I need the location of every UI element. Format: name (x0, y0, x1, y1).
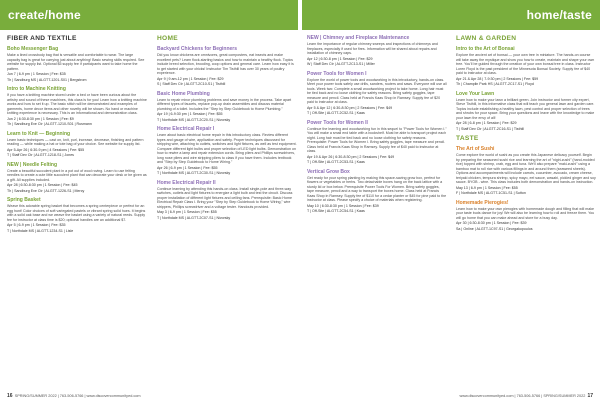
column-3 (307, 35, 447, 218)
class-schedule: Apr 12 | 6:30-8 pm | 1 Session | Fee: $29 (307, 56, 373, 61)
class-listing (157, 91, 297, 123)
class-title: Basic Home Plumbing (157, 90, 210, 97)
class-schedule: Sa | Online | ALGTT-1C97-S1 | Georgakopoulos (456, 226, 533, 231)
class-schedule: Apr 5 & Apr 12 | 6:30-8:30 pm | 2 Sessions | Fee: $49 (307, 105, 393, 110)
class-schedule: Apr 5 | 6-9 pm | 1 Session | Fee: $35 (7, 223, 66, 227)
banner-title-left: create/home (8, 8, 81, 22)
class-description: If you have a knitting machine stored under a bed or have been curious about the artistry and sound of these machines, this class is for you! Learn how a knitting machine works and how to set it up. The basic stitch will be demonstrated and examples of garments, home decor items and other novelty will be shown. No hand or machine knitting experience is necessary. This is an informational and demonstration class. (7, 93, 147, 115)
section-heading: HOME (157, 35, 178, 42)
class-description: Did you know chickens are omnivores, great composters, eat insects and make excellent pets? Learn flock-starting basics and how to maintain a healthy flock. Topics include breed selection, brooding, coop options and general care. Learn how easy it is to get started with your chicks! Instructor Tim Tisthill has over 30 years of poultry experience. (157, 53, 294, 75)
class-title: The Art of Sushi (456, 146, 495, 152)
class-listing (7, 86, 147, 127)
column-2 (157, 35, 297, 224)
class-description: Explore the world of power tools and woodworking in this introductory, hands-on class. Meet your power tools safely use drills, sanders, routers and saws. Everyone will use all tools. Week two: Complete a small woodworking project to take home. Long hair must be tied back and no loose clothing for safety reasons. Bring safety goggles, tape measure and pencil. Class held at Francis Kaas Shop in Ramsey. Supply fee of $20 paid to instructor at class. (307, 77, 447, 104)
class-listing (456, 46, 596, 87)
class-description: Create a beautiful succulent plant in a pot out of wool roving. Learn to use felting needles to create a cute little succulent plant that can decorate your desk or be given as a gift. All supplies included. (7, 168, 147, 182)
footer-left (7, 393, 141, 399)
class-title: Boho Messenger Bag (7, 46, 59, 52)
page-number-right: 17 (587, 393, 593, 399)
class-schedule: Apr 9 | 9 am-12 pm | 1 Session | Fee: $29 (157, 76, 224, 81)
class-title: Home Electrical Repair II (157, 179, 216, 186)
class-title: NEW | Needle Felting (7, 161, 58, 168)
class-schedule: Th | Champlin Park HS | ALGTT-2C17-S1 | Floyd (456, 82, 534, 86)
class-schedule: Th | Sandburg Eve Ctr | ALGTT-1226-S1 | Mercy (7, 188, 85, 193)
class-schedule: T | Northdale MS | ALGTT-2C20-S1 | Nivorsky (157, 117, 231, 122)
class-schedule: May 10 | 6:30-8:30 pm | 1 Session | Fee: $39 (307, 203, 379, 208)
footer-right (459, 393, 593, 399)
class-description: Make a lined crossbody bag that is versatile and comfortable to wear. The large capacity bag is great for carrying just about anything! Basic sewing skills required. See website for supply list. Optional $5 supply fee if participants want to take home the pattern. (7, 53, 145, 71)
class-schedule: May 3 | 6-9 pm | 1 Session | Fee: $55 (157, 210, 217, 214)
class-description: Continue learning by attending this hands-on class. Install single-pole and three-way switches, outlets and light fixtures to energize a light bulb and test the circuit. Discuss proper installation of different light fixtures and ceiling fans. Prerequisite: Basic Home Electrical Repair Class I. Bring your "Step by Step Guidebook to Home Wiring," wire strippers, Phillips screwdriver and a voltage tester. Handouts provided. (157, 186, 293, 209)
class-schedule: F | Northdale MS | ALGTT-1C51-S1 | Sutton (456, 191, 526, 195)
class-title: Spring Basket (7, 197, 41, 203)
class-schedule: Th | Sandburg MS | ALGTT-1201-S01 | Bergstrom (7, 77, 87, 82)
footer-text-right: www.discovercommunityed.com | 763-506-5766 | SPRING/SUMMER 2022 (459, 394, 586, 398)
class-description: Learn about basic electrical home repair in this introductory class. Review different types and gauge of wire, application and safety. Proper techniques discussed for stripping wire, attaching to outlets, switches and light fixtures, as well as test equipment. Compare different light bulbs and proper selection of LED light bulbs. Demonstration on how to rewire a lamp and repair extension cords. Bring pliers and Phillips screwdrivers, long nose pliers and wire stripping pliers to class if you have them. Includes textbook and "Step by Step Guidebook to Home Wiring." (157, 133, 297, 164)
class-schedule: May 13 | 6-9 pm | 1 Session | Fee: $55 (456, 185, 518, 190)
class-listing (456, 91, 596, 132)
class-schedule: Apr 28 | 6:30-8:30 pm | 1 Session | Fee: $45 (7, 183, 78, 187)
class-schedule: T | Northdale MS | ALGTT-2C30-S1 | Nivorsky (157, 171, 231, 175)
class-schedule: Apr 30 | 6:30-8:30 pm | 1 Session | Fee: $39 (456, 221, 527, 225)
class-title: Power Tools for Women I (307, 70, 367, 77)
class-description: Learn how to make your own pierogies with homemade dough and filling that will make your taste buds dance for joy! We will also be learning how to roll and freeze them. You will go home that you can make ahead and store for a busy day. (456, 206, 595, 220)
class-title: Love Your Lawn (456, 90, 495, 97)
class-listing (456, 146, 596, 196)
class-title: Power Tools for Women II (307, 119, 368, 126)
class-description: Come explore the world of sushi as you create this Japanese delicacy yourself. Begin by preparing the seasoned sushi rice and learning the art of "nigiri-zushi" (hand-molded rice) topped with shrimp, crab, egg and tuna. We'll also prepare "maki-zushi" using a bamboo mat to roll rice with various fillings in and around them (seaweed sheets). Options and accompaniments will include carrots, cucumber, avocado, cream cheese, teriyaki chicken, tempura shrimp, spicy mayo, eel sauce, wasabi, pickled ginger and soy sauce. BYOB - wine. This class includes both demonstration and hands-on instruction. (456, 153, 596, 184)
class-schedule: Th | Sandburg Eve Ctr | ALGTT-1210-S01 | Rusmann (7, 122, 92, 126)
class-title: Intro to the Art of Bonsai (456, 46, 515, 52)
class-listing (7, 46, 147, 82)
class-schedule: Jun 7 | 6-9 pm | 1 Session | Fee: $35 (7, 72, 66, 76)
class-title: Learn to Knit — Beginning (7, 130, 71, 137)
section-heading: LAWN & GARDEN (456, 35, 517, 42)
banner-title-right: home/taste (526, 8, 592, 22)
class-schedule: Apr 21 & Apr 28 | 7-9:30 pm | 2 Sessions | Fee: $59 (456, 76, 539, 81)
section-banner-left (0, 0, 298, 30)
class-schedule: T | Northdale MS | ALGTT-2C07-S1 | Nivorsky (157, 215, 231, 220)
class-listing (7, 162, 147, 194)
class-description: Learn to repair minor plumbing problems and save money in the process. Take apart different types of faucets, replace pop-up drain assemblies and discuss material plumbing of a toilet. Includes the "Step by Step Guidebook to Home Plumbing." (157, 97, 292, 111)
class-schedule: Apr 28 | 6-8 pm | 1 Session | Fee: $29 (456, 121, 517, 125)
class-title: Intro to Machine Knitting (7, 86, 66, 92)
class-listing (307, 169, 447, 214)
class-schedule: Jun 2 | 6:30-8:30 pm | 1 Session | Fee: $9 (7, 116, 74, 121)
class-schedule: T | Off-Site | ALGTT-2C54-S1 | Kaas (307, 209, 365, 213)
class-title: Home Electrical Repair I (157, 126, 215, 132)
class-listing (157, 46, 297, 87)
section-banner-right (302, 0, 600, 30)
class-title: NEW | Chimney and Fireplace Maintenance (307, 35, 410, 41)
class-schedule: T | Staff Dev Ctr | ALGTT-2C16-S1 | Tisthill (456, 126, 524, 131)
class-title: Homemade Pierogies! (456, 199, 509, 206)
class-schedule: T | Off-Site | ALGTT-2C52-S1 | Kaas (307, 111, 365, 115)
class-description: Learn the importance of regular chimney sweeps and inspections of chimneys and fireplaces, especially if used for fires. Information will be shared about repairs and installation of chimney caps. (307, 42, 438, 55)
class-listing (307, 120, 447, 165)
class-description: Weave this adorable spring basket that becomes a spring centerpiece or perfect for an egg hunt! Color choices of soft variegated pastels or vibrant spring solid hues. It begins with a solid oak base and we weave the basket using a variety of natural reeds. Supply fee for instructor at class time is $20; optional handles are an additional $7. (7, 204, 146, 222)
class-listing (7, 131, 147, 158)
class-listing (157, 126, 297, 176)
class-description: Explore the ancient art of bonsai — your own tree in miniature. The hands-on course will take away the mystique and show you how to create, maintain and shape your own tree. You'll be guided through the creation of your own bonsai tree in class. Instructor Loren Floyd is the past president of the Minnesota Bonsai Society. Supply fee of $40 paid to instructor at class. (456, 53, 595, 75)
footer-text-left: SPRING/SUMMER 2022 | 763-506-5766 | www.discovercommunityed.com (14, 394, 141, 398)
class-schedule: Apr 19 | 6-9:30 pm | 1 Session | Fee: $55 (157, 112, 223, 116)
column-4 (456, 35, 596, 235)
class-schedule: W | Staff Dev Ctr | ALGTT-2C13-S1 | Miller (307, 62, 375, 66)
page-number-left: 16 (7, 393, 13, 399)
class-schedule: T | Off-Site | ALGTT-2C53-S1 | Kaas (307, 160, 365, 164)
column-1 (7, 35, 147, 237)
class-title: Vertical Grow Box (307, 168, 350, 175)
class-schedule: S | Staff Dev Ctr | ALGTT-2C10-S1 | Tisthill (157, 82, 226, 86)
class-description: Get ready for your spring planting by making this space-saving grow box, perfect for flowers or vegetables or herbs. Two detachable boxes hang on the back lattice with a sturdy lid or box below. Prerequisite Power Tools For Women. Bring safety goggles, tape measure, pencil and a way to transport the boxes home. Class held at Francis Kaas Shop in Ramsey. Supply fee of $110 for a cedar planter or $45 for pine paid to the instructor at class. Please specify a choice of materials when registering. (307, 175, 447, 202)
class-schedule: Apr 19 & Apr 26 | 6:30-8:30 pm | 2 Sessions | Fee: $49 (307, 154, 395, 159)
class-schedule: T | Northdale MS | ALGTT-1234-S1 | Lisle (7, 228, 74, 233)
class-schedule: Apr 26 | 6-9 pm | 1 Session | Fee: $55 (157, 165, 218, 170)
class-listing (307, 35, 447, 67)
class-listing (307, 71, 447, 116)
class-description: Learn how to make your lawn a brilliant green. Join instructor and former city expert, Steve Tisthill, in this informative class that will teach you general lawn and garden care. Topics include establishing a healthy lawn, pest control and proper selection of trees and shrubs for your space. Bring your questions and leave with the knowledge to make your lawn the envy of all! (456, 97, 595, 120)
section-heading: TASTE (456, 135, 479, 142)
class-description: Continue the learning and woodworking fun in this sequel to "Power Tools for Women I." You will make a small end table with a bookshelf. Must be able to transport project each night. Long hair must be tied back and no loose clothing for safety reasons. Prerequisite: Power Tools for Women I. Bring safety goggles, tape measure and pencil. Class held at Francis Kaas Shop in Ramsey. Supply fee of $40 paid to instructor at class. (307, 126, 447, 153)
section-heading: FIBER AND TEXTILE (7, 35, 77, 42)
class-listing (456, 200, 596, 232)
class-schedule: Apr 5-Apr 26 | 6:30-9 pm | 4 Sessions | Fee: $55 (7, 147, 85, 152)
page-gutter (298, 30, 302, 402)
class-listing (7, 197, 147, 233)
class-description: Learn basic techniques — cast on, knit, purl, increase, decrease, finishing and pattern reading — while making a hat or tote bag of your choice. See website for supply list. (7, 137, 144, 146)
class-schedule: T | Staff Dev Ctr | ALGTT-1218-S1 | Jones (7, 153, 74, 157)
class-listing (157, 180, 297, 221)
class-title: Backyard Chickens for Beginners (157, 46, 238, 52)
